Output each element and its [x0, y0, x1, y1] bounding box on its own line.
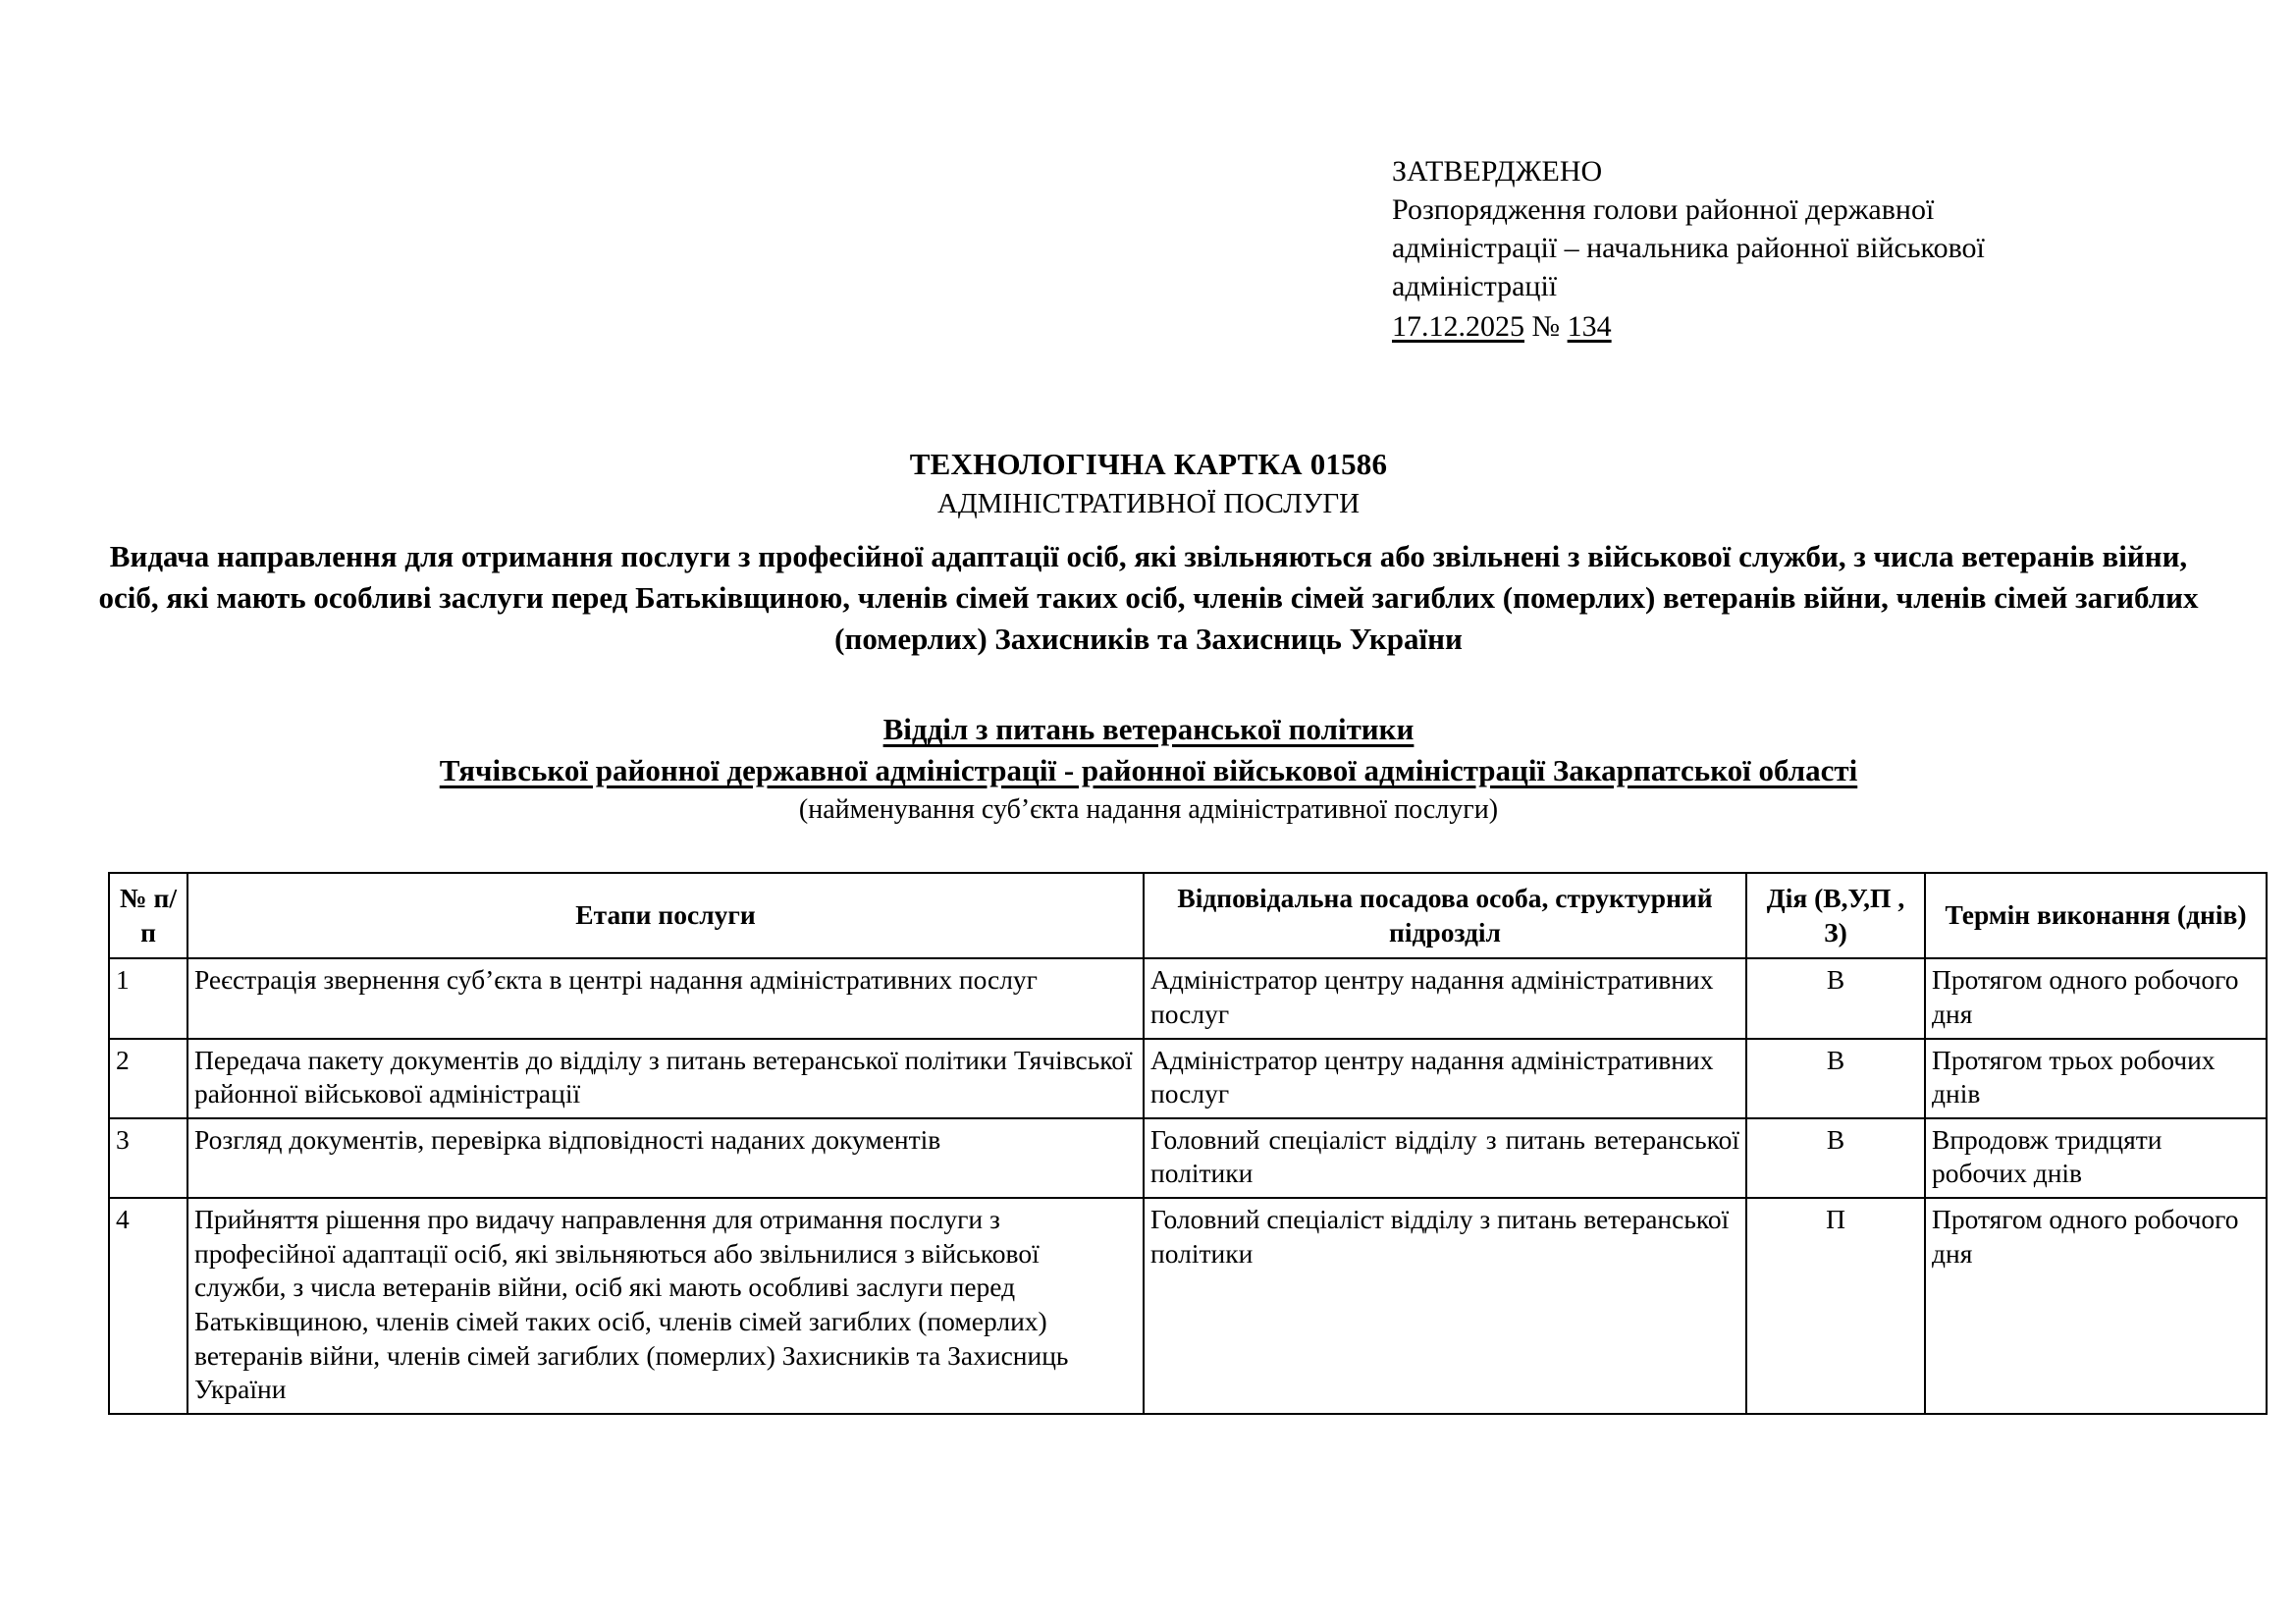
approval-number-label: №	[1531, 310, 1561, 343]
department-line-1: Відділ з питань ветеранської політики	[882, 712, 1415, 746]
cell-stage: Прийняття рішення про видачу направлення для отримання послуги з професійної адаптації осіб, які звільняються або звільнилися з військової служби, з числа ветеранів війни, осіб які мають особливі заслуги перед Батьківщиною, членів сімей таких осіб, членів сімей загиблих (померлих) ветеранів війни, членів сімей загиблих (померлих) Захисників та Захисниць України	[187, 1198, 1144, 1414]
cell-number: 4	[109, 1198, 187, 1414]
service-name: Видача направлення для отримання послуги з професійної адаптації осіб, які звільняються або звільнені з військової служби, з числа ветеранів війни, осіб, які мають особливі заслуги перед Батьківщиною, членів сімей таких осіб, членів сімей загиблих (померлих) ветеранів війни, членів сімей загиблих (померлих) Захисників та Захисниць України	[98, 539, 2199, 656]
cell-term: Протягом трьох робочих днів	[1925, 1039, 2267, 1118]
table-row	[109, 1118, 2267, 1198]
table-row	[109, 958, 2267, 1038]
table-header	[109, 873, 2267, 958]
cell-stage: Передача пакету документів до відділу з питань ветеранської політики Тячівської районної військової адміністрації	[187, 1039, 1144, 1118]
cell-responsible: Головний спеціаліст відділу з питань ветеранської політики	[1144, 1118, 1746, 1198]
approval-date-number	[1392, 307, 2236, 346]
cell-term: Впродовж тридцяти робочих днів	[1925, 1118, 2267, 1198]
cell-responsible: Адміністратор центру надання адміністративних послуг	[1144, 1039, 1746, 1118]
column-header-responsible: Відповідальна посадова особа, структурний підрозділ	[1144, 873, 1746, 958]
department-line-2: Тячівської районної державної адміністрації - районної військової адміністрації Закарпатської області	[439, 753, 1858, 787]
department-caption: (найменування суб’єкта надання адміністративної послуги)	[798, 794, 1499, 825]
department-block	[88, 712, 2209, 826]
table-body	[109, 958, 2267, 1414]
cell-stage: Реєстрація звернення суб’єкта в центрі надання адміністративних послуг	[187, 958, 1144, 1038]
page-subtitle: АДМІНІСТРАТИВНОЇ ПОСЛУГИ	[936, 488, 1361, 519]
approval-number: 134	[1567, 310, 1612, 343]
cell-number: 2	[109, 1039, 187, 1118]
table-row	[109, 1039, 2267, 1118]
cell-responsible: Головний спеціаліст відділу з питань ветеранської політики	[1144, 1198, 1746, 1414]
page-title: ТЕХНОЛОГІЧНА КАРТКА 01586	[909, 447, 1388, 481]
cell-action: В	[1746, 1118, 1925, 1198]
approval-line-2: адміністрації – начальника районної військової	[1392, 232, 1985, 264]
cell-action: П	[1746, 1198, 1925, 1414]
cell-number: 1	[109, 958, 187, 1038]
approval-heading: ЗАТВЕРДЖЕНО	[1392, 155, 1603, 188]
cell-responsible: Адміністратор центру надання адміністративних послуг	[1144, 958, 1746, 1038]
approval-line-1: Розпорядження голови районної державної	[1392, 193, 1935, 226]
approval-block	[1392, 152, 2236, 346]
column-header-term: Термін виконання (днів)	[1925, 873, 2267, 958]
approval-date: 17.12.2025	[1392, 310, 1524, 343]
cell-action: В	[1746, 1039, 1925, 1118]
column-header-stage: Етапи послуги	[187, 873, 1144, 958]
cell-action: В	[1746, 958, 1925, 1038]
table-header-row	[109, 873, 2267, 958]
service-steps-table	[108, 872, 2268, 1415]
cell-term: Протягом одного робочого дня	[1925, 1198, 2267, 1414]
title-block	[88, 447, 2209, 660]
cell-term: Протягом одного робочого дня	[1925, 958, 2267, 1038]
column-header-action: Дія (В,У,П , З)	[1746, 873, 1925, 958]
cell-number: 3	[109, 1118, 187, 1198]
column-header-number: № п/п	[109, 873, 187, 958]
approval-line-3: адміністрації	[1392, 270, 1558, 302]
cell-stage: Розгляд документів, перевірка відповідності наданих документів	[187, 1118, 1144, 1198]
table-row	[109, 1198, 2267, 1414]
